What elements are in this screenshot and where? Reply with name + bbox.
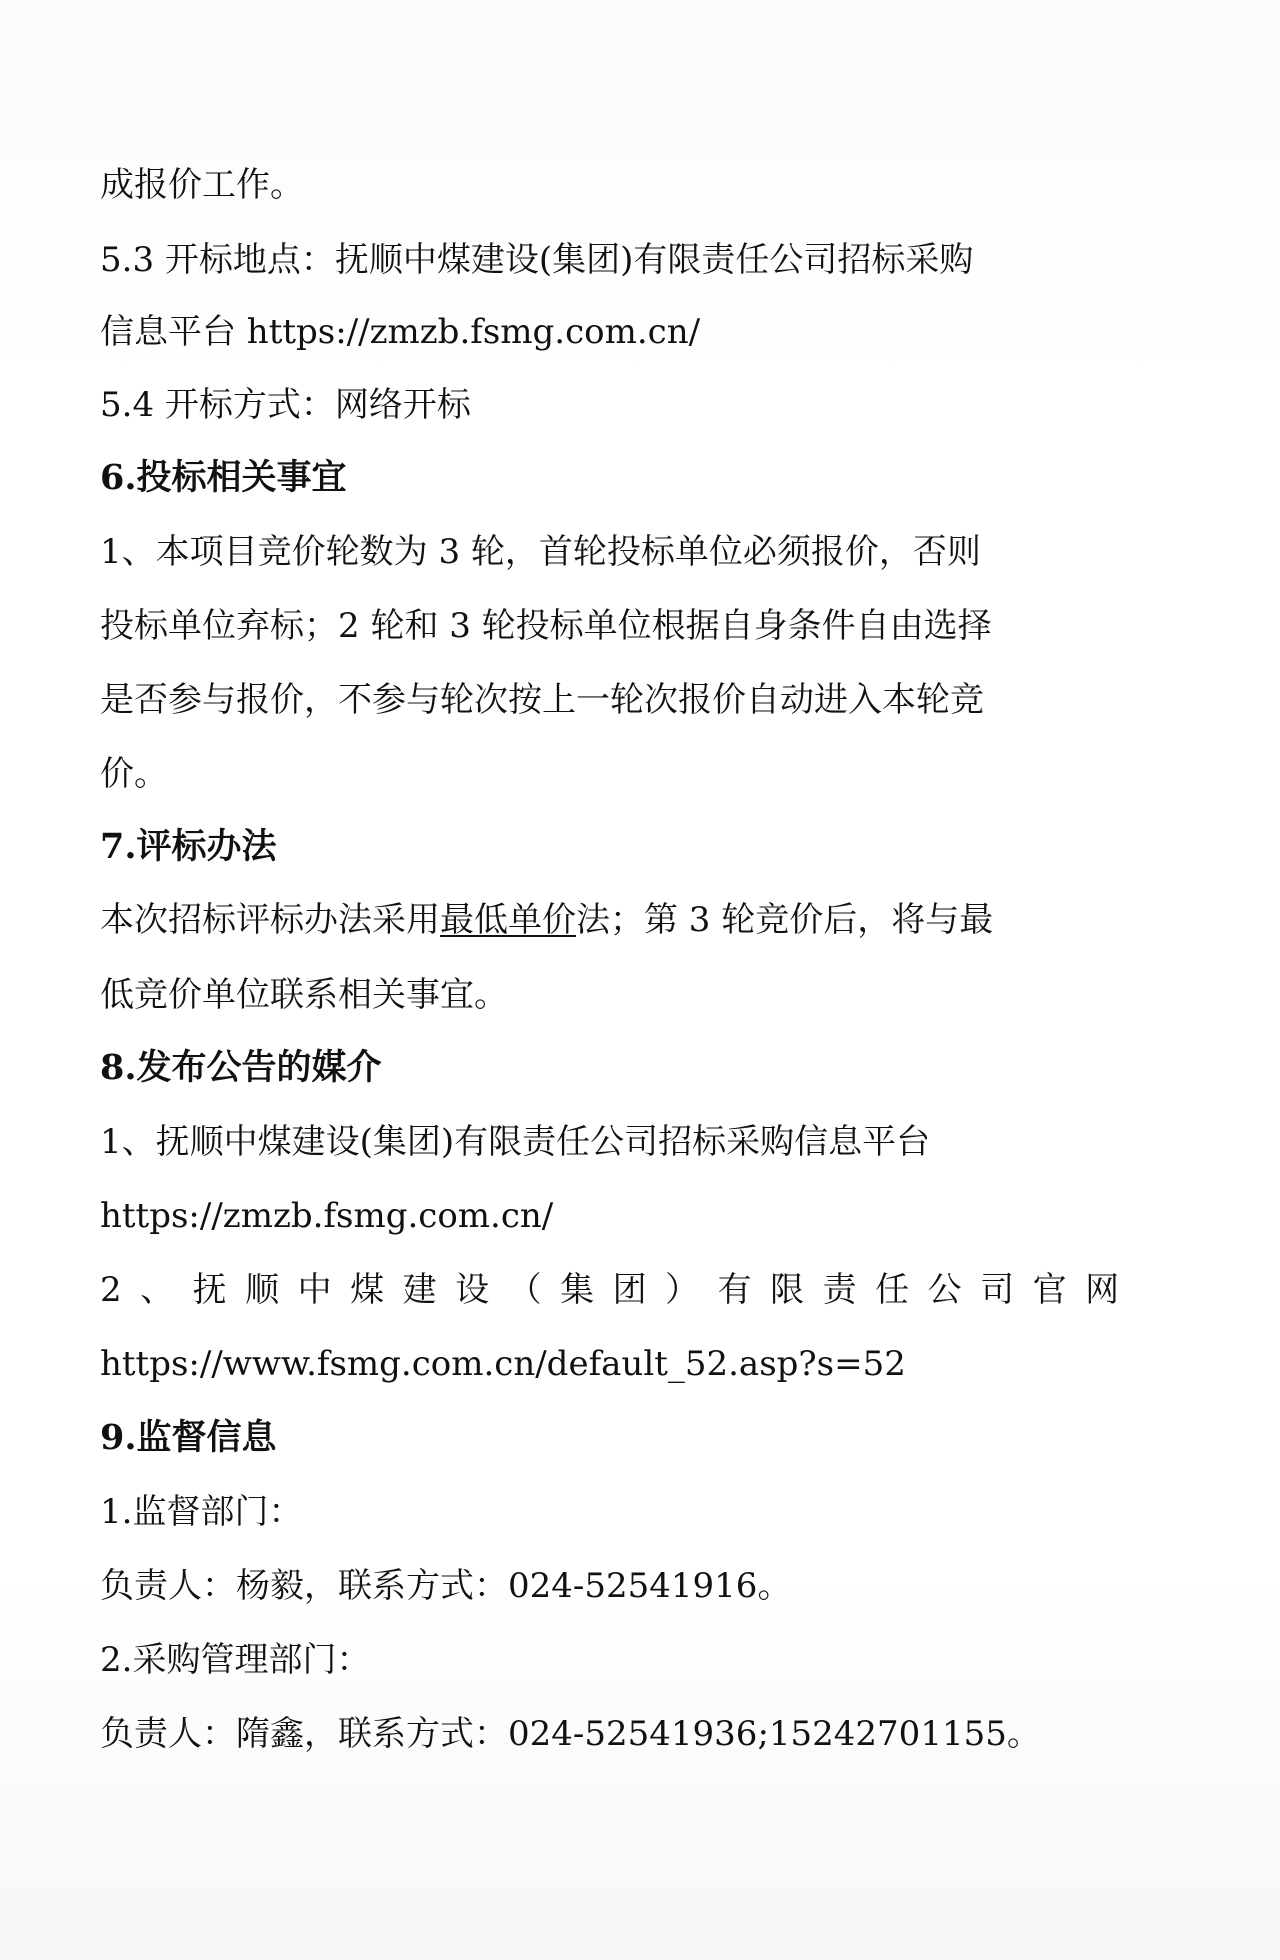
text-line-procurement-contact: 负责人：隋鑫，联系方式：024-52541936;15242701155。 (100, 1714, 1041, 1754)
text-line-opening-method: 5.4 开标方式：网络开标 (100, 385, 471, 425)
text-line-supervision-contact: 负责人：杨毅，联系方式：024-52541916。 (100, 1566, 792, 1606)
text-line-rounds: 1、本项目竞价轮数为 3 轮，首轮投标单位必须报价，否则 (100, 532, 981, 572)
text-line-media-platform-url: https://zmzb.fsmg.com.cn/ (100, 1196, 554, 1236)
text-line-evaluation-method (100, 900, 993, 940)
text-line-price-end: 价。 (100, 754, 168, 794)
text-line-opening-location: 5.3 开标地点：抚顺中煤建设(集团)有限责任公司招标采购 (100, 240, 974, 280)
section-heading-evaluation: 7.评标办法 (100, 826, 277, 867)
text-line-contact-lowest: 低竞价单位联系相关事宜。 (100, 975, 508, 1015)
evaluation-method-underlined: 最低单价 (440, 900, 576, 940)
section-heading-media: 8.发布公告的媒介 (100, 1047, 382, 1088)
text-line-supervision-dept: 1.监督部门： (100, 1492, 303, 1532)
evaluation-method-suffix: 法；第 3 轮竞价后，将与最 (576, 900, 994, 940)
text-line-completion: 成报价工作。 (100, 165, 304, 205)
section-heading-bidding-matters: 6.投标相关事宜 (100, 457, 347, 498)
text-line-media-platform: 1、抚顺中煤建设(集团)有限责任公司招标采购信息平台 (100, 1122, 931, 1162)
section-heading-supervision: 9.监督信息 (100, 1417, 277, 1458)
text-line-procurement-dept: 2.采购管理部门： (100, 1640, 371, 1680)
text-line-platform-url: 信息平台 https://zmzb.fsmg.com.cn/ (100, 312, 701, 352)
text-line-participate: 是否参与报价，不参与轮次按上一轮次报价自动进入本轮竞 (100, 680, 984, 720)
text-line-official-site-url: https://www.fsmg.com.cn/default_52.asp?s=52 (100, 1344, 906, 1384)
evaluation-method-prefix: 本次招标评标办法采用 (100, 900, 440, 940)
text-line-abandon: 投标单位弃标；2 轮和 3 轮投标单位根据自身条件自由选择 (100, 606, 992, 646)
text-line-official-site: 2、抚顺中煤建设（集团）有限责任公司官网 (100, 1270, 1138, 1310)
